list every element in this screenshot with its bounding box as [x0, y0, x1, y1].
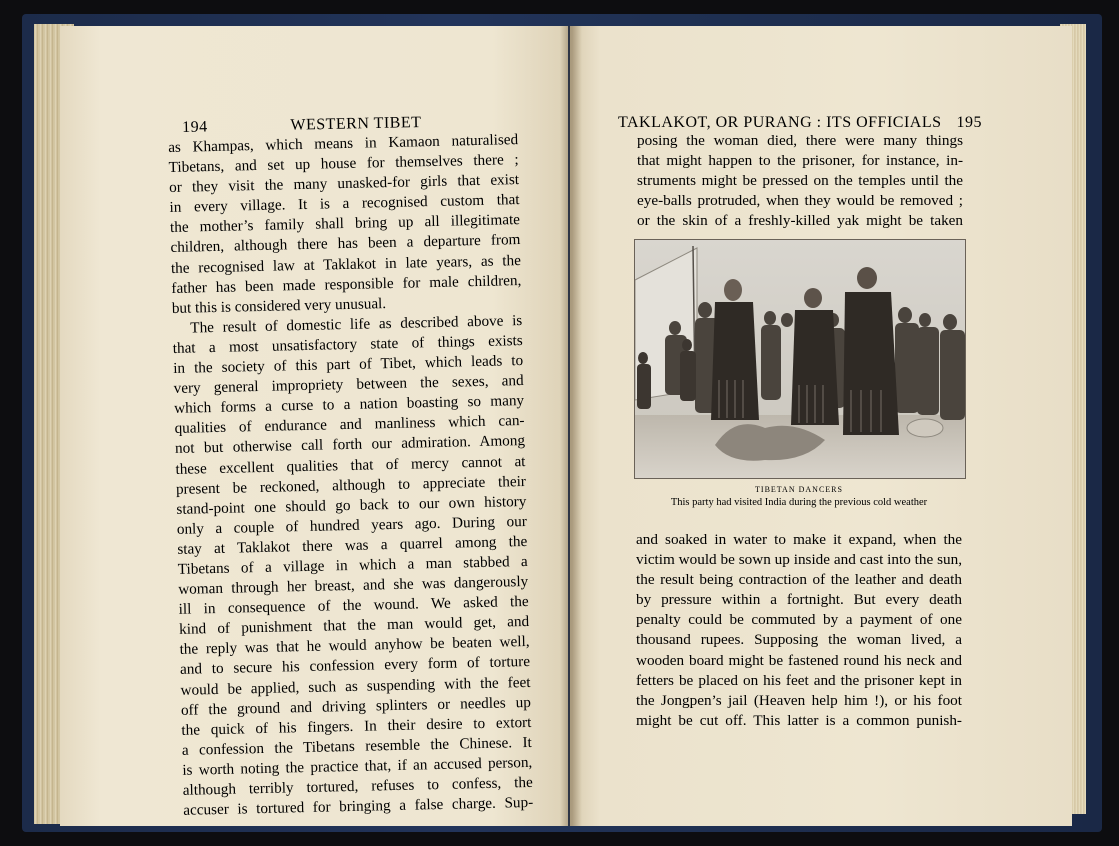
text-line: which forms a curse to a nation boasting so many: [173, 392, 525, 418]
text-line: stand-point one should go back to our own history: [176, 492, 527, 518]
text-line: accuser is tortured for bringing a false charge. Sup-: [183, 793, 534, 819]
text-line: penalty could be commuted by a payment of one: [636, 611, 962, 629]
text-line: thousand rupees. Supposing the woman lived, a: [636, 631, 962, 649]
right-running-head: [618, 114, 982, 132]
text-line: the mother’s family shall bring up all illegitimate: [169, 211, 521, 237]
text-line: or the skin of a freshly-killed yak might be taken: [637, 212, 963, 230]
text-line: or they visit the many unasked-for girls that exist: [168, 171, 520, 197]
text-line: present be reckoned, although to appreciate their: [175, 472, 527, 498]
text-line: a confession the Tibetans resemble the Chinese. It: [181, 733, 532, 759]
text-line: that a most unsatisfactory state of things exists: [172, 331, 523, 357]
text-line: these excellent qualities that of mercy cannot at: [175, 452, 526, 478]
text-line: struments might be pressed on the temples until the: [637, 172, 963, 190]
text-line: fetters be placed on his feet and the prisoner kept in: [636, 671, 962, 689]
left-page-number: 194: [182, 118, 208, 136]
text-line: might be cut off. This latter is a common punish-: [636, 711, 962, 729]
book-gutter: [560, 26, 582, 826]
text-line: kind of punishment that the man would get, and: [178, 613, 530, 639]
text-line: Tibetans of a village in which a man stabbed a: [177, 552, 528, 578]
text-line: victim would be sown up inside and cast into the sun,: [636, 551, 962, 569]
text-line: eye-balls protruded, when they would be removed ;: [637, 192, 963, 210]
text-line: the recognised law at Taklakot in late years, as the: [170, 251, 522, 277]
text-line: woman through her breast, and she was dangerously: [178, 573, 529, 598]
text-line: wooden board might be fastened round his neck and: [636, 651, 962, 669]
text-line: father has been made responsible for male children,: [171, 271, 522, 297]
text-line: as Khampas, which means in Kamaon naturalised: [168, 131, 519, 156]
text-line: The result of domestic life as described above is: [190, 311, 523, 337]
right-body-text-bottom: [636, 530, 962, 731]
text-line: and to secure his confession every form of torture: [179, 653, 531, 679]
text-line: stay at Taklakot there was a quarrel among the: [177, 532, 528, 558]
text-line: qualities of endurance and manliness which can-: [174, 412, 525, 438]
left-body-text: [168, 130, 533, 821]
tibetan-dancers-photo: [634, 239, 966, 479]
text-line: only a couple of hundred years ago. During our: [176, 512, 527, 538]
text-line: in the society of this part of Tibet, which leads to: [173, 352, 524, 377]
right-body-text-top: [637, 131, 963, 231]
text-line: the quick of his fingers. In their desire to extort: [181, 713, 532, 739]
text-line: Tibetans, and set up house for themselves there ;: [168, 151, 519, 177]
text-line: not but otherwise call forth our admiration. Among: [174, 432, 526, 458]
figure-caption-title: TIBETAN DANCERS: [755, 485, 843, 494]
text-line: by pressure within a fortnight. But every death: [636, 591, 962, 609]
text-line: would be applied, such as suspending with the feet: [180, 673, 531, 699]
text-line: although terribly tortured, refuses to confess, the: [182, 773, 533, 799]
right-running-title: TAKLAKOT, OR PURANG : ITS OFFICIALS: [618, 114, 942, 131]
text-line: that might happen to the prisoner, for instance, in-: [637, 152, 963, 170]
text-line: and soaked in water to make it expand, when the: [636, 531, 962, 548]
right-page-number: 195: [956, 114, 982, 131]
text-line: the Jongpen’s jail (Heaven help him !), or his foot: [636, 691, 962, 709]
text-line: posing the woman died, there were many things: [637, 132, 963, 149]
text-line: very general impropriety between the sexes, and: [173, 372, 524, 398]
text-line: the reply was that he would anyhow be beaten well,: [179, 633, 530, 659]
text-line: ill in consequence of the wound. We asked the: [178, 593, 529, 619]
text-line: is worth noting the practice that, if an accused person,: [182, 753, 533, 779]
text-line: in every village. It is a recognised custom that: [169, 191, 520, 217]
figure-caption: This party had visited India during the previous cold weather: [670, 497, 928, 508]
text-line: but this is considered very unusual.: [171, 294, 387, 317]
text-line: children, although there has been a departure from: [170, 231, 521, 257]
text-line: off the ground and driving splinters or needles up: [180, 693, 532, 719]
text-line: the result being contraction of the leather and death: [636, 571, 962, 589]
left-running-title: WESTERN TIBET: [290, 113, 422, 134]
